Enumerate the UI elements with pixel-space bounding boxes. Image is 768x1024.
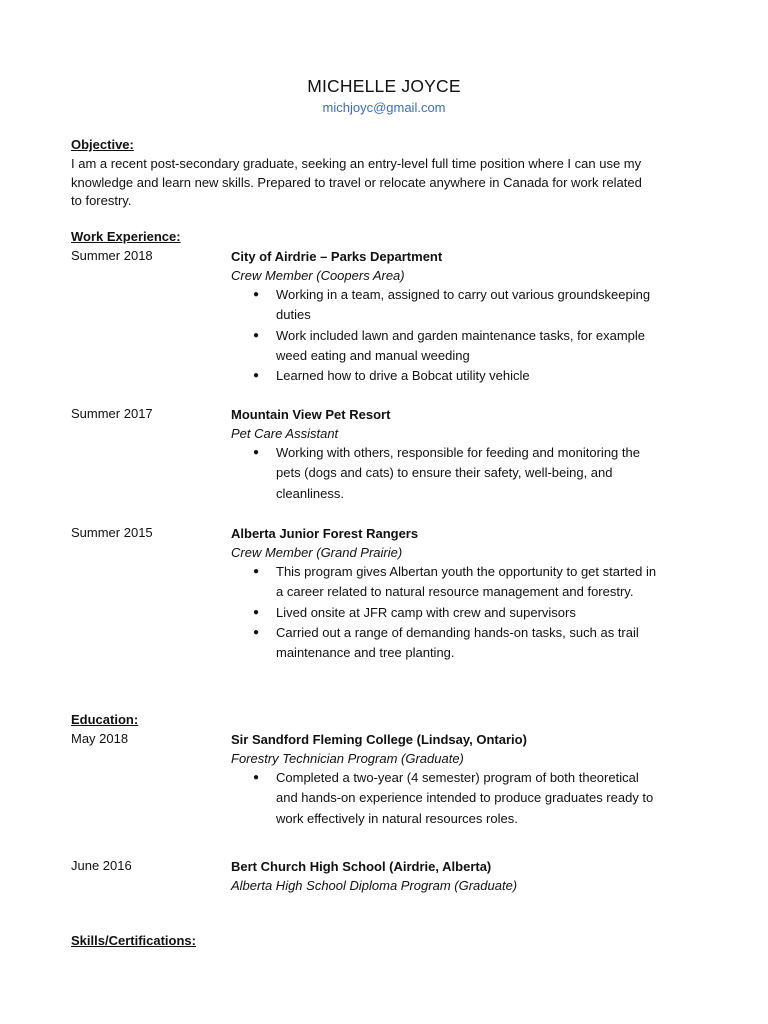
skills-heading: Skills/Certifications: [71, 933, 196, 948]
job-title: Crew Member (Grand Prairie) [231, 544, 403, 560]
school-name: Bert Church High School (Airdrie, Alberta) [231, 859, 492, 874]
list-item [231, 326, 661, 367]
bullet-icon: ● [253, 329, 260, 341]
work-entry [231, 248, 661, 386]
objective-heading: Objective: [71, 137, 134, 152]
list-item [231, 443, 661, 504]
employer-name: Mountain View Pet Resort [231, 407, 391, 422]
work-date: Summer 2015 [71, 525, 153, 540]
program-name: Forestry Technician Program (Graduate) [231, 750, 464, 766]
duties-list [231, 562, 661, 663]
job-title: Crew Member (Coopers Area) [231, 267, 405, 283]
education-heading: Education: [71, 712, 139, 727]
education-date: May 2018 [71, 731, 129, 746]
list-item-text: Carried out a range of demanding hands-on tasks, such as trail maintenance and tree planting. [276, 624, 639, 661]
work-date: Summer 2018 [71, 248, 153, 263]
job-title: Pet Care Assistant [231, 425, 339, 441]
bullet-icon: ● [253, 289, 260, 300]
education-entry [231, 731, 661, 829]
bullet-icon: ● [253, 566, 260, 577]
bullet-icon: ● [253, 626, 260, 638]
work-entry [231, 406, 661, 504]
objective-text: I am a recent post-secondary graduate, seeking an entry-level full time position where I can use my knowledge and learn new skills. Prepared to travel or relocate anywhere in Canada for work related to forestry. [71, 156, 642, 208]
email-link[interactable]: michjoyc@gmail.com [322, 100, 446, 115]
work-date: Summer 2017 [71, 406, 153, 421]
duties-list [231, 285, 661, 386]
list-item-text: This program gives Albertan youth the opportunity to get started in a career related to natural resource management and forestry. [276, 564, 657, 600]
duties-list [231, 443, 661, 504]
list-item-text: Lived onsite at JFR camp with crew and supervisors [276, 604, 576, 620]
list-item-text: Working in a team, assigned to carry out various groundskeeping duties [276, 287, 651, 323]
education-entry [231, 858, 661, 895]
list-item [231, 768, 661, 829]
work-experience-heading: Work Experience: [71, 229, 181, 244]
employer-name: City of Airdrie – Parks Department [231, 249, 443, 264]
work-entry [231, 525, 661, 663]
employer-name: Alberta Junior Forest Rangers [231, 526, 419, 541]
list-item [231, 285, 661, 326]
bullet-icon: ● [253, 447, 260, 458]
candidate-name: MICHELLE JOYCE [307, 76, 461, 96]
program-name: Alberta High School Diploma Program (Graduate) [231, 877, 518, 893]
list-item-text: Completed a two-year (4 semester) program of both theoretical and hands-on experience intended to produce graduates ready to work effectively in natural resources roles. [276, 770, 654, 826]
education-date: June 2016 [71, 858, 132, 873]
list-item [231, 562, 661, 603]
details-list [231, 768, 661, 829]
list-item [231, 603, 661, 623]
bullet-icon: ● [253, 772, 260, 783]
list-item [231, 366, 661, 386]
list-item-text: Learned how to drive a Bobcat utility vehicle [276, 368, 530, 384]
list-item-text: Work included lawn and garden maintenance tasks, for example weed eating and manual weeding [276, 327, 646, 363]
list-item [231, 623, 661, 664]
bullet-icon: ● [253, 370, 260, 382]
bullet-icon: ● [253, 606, 260, 618]
list-item-text: Working with others, responsible for feeding and monitoring the pets (dogs and cats) to ensure their safety, well-being, and cleanliness. [276, 445, 640, 501]
school-name: Sir Sandford Fleming College (Lindsay, Ontario) [231, 732, 527, 747]
